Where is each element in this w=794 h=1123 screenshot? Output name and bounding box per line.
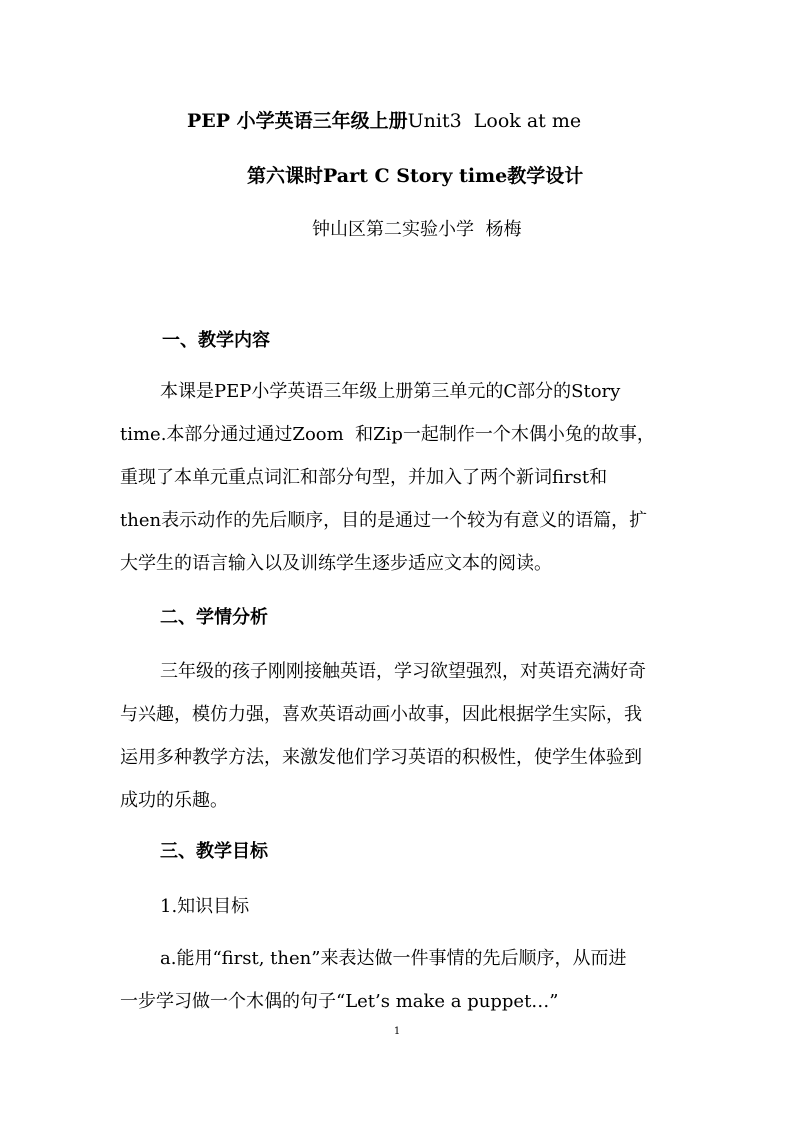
- document-title-line-1: [187, 106, 581, 133]
- paragraph-line: 成功的乐趣。: [120, 790, 228, 811]
- paragraph-line: 与兴趣，模仿力强，喜欢英语动画小故事，因此根据学生实际，我: [120, 704, 642, 725]
- paragraph-line: 重现了本单元重点词汇和部分句型，并加入了两个新词first和: [120, 467, 608, 488]
- paragraph-line: then表示动作的先后顺序，目的是通过一个较为有意义的语篇，扩: [120, 510, 648, 531]
- section-paragraph-analysis: [120, 650, 680, 822]
- paragraph-line: a.能用“first, then”来表达做一件事情的先后顺序，从而进: [160, 948, 627, 969]
- section-heading-content: 一、教学内容: [162, 330, 270, 351]
- section-heading-analysis: 二、学情分析: [160, 607, 268, 628]
- document-title-line-2: 第六课时Part C Story time教学设计: [247, 165, 584, 187]
- paragraph-line: 一步学习做一个木偶的句子“Let’s make a puppet…”: [120, 991, 559, 1012]
- section-paragraph-objectives: [120, 937, 680, 1023]
- page-number: 1: [393, 1026, 401, 1037]
- title-rest-part: Unit3 Look at me: [407, 110, 582, 132]
- author-line: 钟山区第二实验小学 杨梅: [312, 219, 522, 240]
- paragraph-line: 运用多种教学方法，来激发他们学习英语的积极性，使学生体验到: [120, 747, 642, 768]
- paragraph-line: time.本部分通过通过Zoom 和Zip一起制作一个木偶小兔的故事，: [120, 424, 655, 445]
- title-bold-part: PEP 小学英语三年级上册: [187, 110, 408, 132]
- section-paragraph-content: [120, 370, 680, 585]
- subheading-knowledge-objective: 1.知识目标: [160, 896, 250, 917]
- paragraph-line: 三年级的孩子刚刚接触英语，学习欲望强烈，对英语充满好奇: [160, 661, 646, 682]
- section-heading-objectives: 三、教学目标: [160, 841, 268, 862]
- paragraph-line: 本课是PEP小学英语三年级上册第三单元的C部分的Story: [160, 381, 621, 402]
- paragraph-line: 大学生的语言输入以及训练学生逐步适应文本的阅读。: [120, 553, 552, 574]
